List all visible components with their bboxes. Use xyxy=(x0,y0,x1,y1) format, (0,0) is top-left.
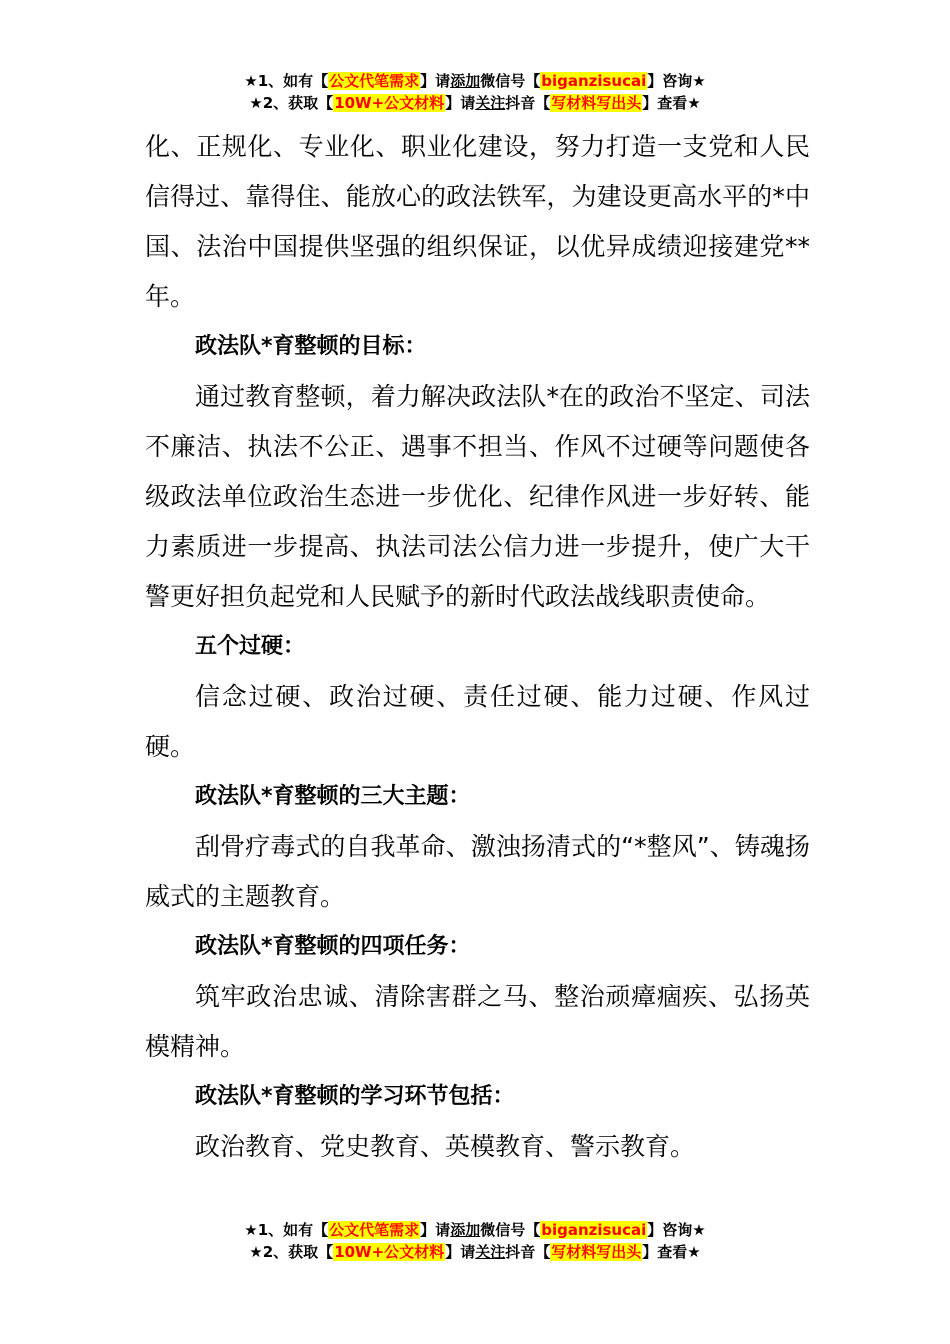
banner-highlight: 公文代笔需求 xyxy=(329,72,420,90)
banner-text: 】请 xyxy=(420,1221,451,1239)
banner-underline: 添加 xyxy=(450,72,481,90)
banner-text: 】查看★ xyxy=(642,1243,701,1261)
paragraph: 筑牢政治忠诚、清除害群之马、整治顽瘴痼疾、弘扬英模精神。 xyxy=(145,982,810,1061)
banner-highlight: biganzisucai xyxy=(541,72,647,90)
banner-text: 抖音【 xyxy=(505,1243,551,1261)
banner-text: 微信号【 xyxy=(480,1221,541,1239)
section-heading: 政法队*育整顿的目标： xyxy=(195,334,427,359)
banner-line-1 xyxy=(0,1219,950,1241)
section-heading: 政法队*育整顿的四项任务： xyxy=(195,934,471,959)
banner-highlight: 写材料写出头 xyxy=(551,1243,642,1261)
section-heading: 五个过硬： xyxy=(195,634,306,659)
header-banner xyxy=(0,70,950,114)
document-body xyxy=(145,122,810,1172)
banner-text: 】咨询★ xyxy=(647,72,706,90)
banner-text: ★2、获取【 xyxy=(249,94,334,112)
paragraph: 化、正规化、专业化、职业化建设，努力打造一支党和人民信得过、靠得住、能放心的政法铁军，为建设更高水平的*中国、法治中国提供坚强的组织保证，以优异成绩迎接建党**年。 xyxy=(145,132,810,311)
section-heading: 政法队*育整顿的三大主题： xyxy=(195,784,471,809)
banner-text: 抖音【 xyxy=(505,94,551,112)
banner-highlight: 10W+公文材料 xyxy=(334,1243,445,1261)
section-heading: 政法队*育整顿的学习环节包括： xyxy=(195,1084,515,1109)
banner-line-2 xyxy=(0,1241,950,1263)
banner-line-2 xyxy=(0,92,950,114)
banner-text: 】咨询★ xyxy=(647,1221,706,1239)
paragraph: 通过教育整顿，着力解决政法队*在的政治不坚定、司法不廉洁、执法不公正、遇事不担当、作风不过硬等问题使各级政法单位政治生态进一步优化、纪律作风进一步好转、能力素质进一步提高、执法司法公信力进一步提升，使广大干警更好担负起党和人民赋予的新时代政法战线职责使命。 xyxy=(145,382,810,611)
banner-text: 微信号【 xyxy=(480,72,541,90)
banner-text: 】请 xyxy=(445,94,476,112)
banner-highlight: 10W+公文材料 xyxy=(334,94,445,112)
banner-highlight: 写材料写出头 xyxy=(551,94,642,112)
banner-text: ★1、如有【 xyxy=(244,1221,329,1239)
banner-line-1 xyxy=(0,70,950,92)
banner-text: 】请 xyxy=(420,72,451,90)
banner-underline: 添加 xyxy=(450,1221,481,1239)
banner-text: 】请 xyxy=(445,1243,476,1261)
banner-text: ★1、如有【 xyxy=(244,72,329,90)
paragraph: 信念过硬、政治过硬、责任过硬、能力过硬、作风过硬。 xyxy=(145,682,810,761)
paragraph: 刮骨疗毒式的自我革命、激浊扬清式的“*整风”、铸魂扬威式的主题教育。 xyxy=(145,832,810,911)
banner-underline: 关注 xyxy=(475,94,506,112)
banner-highlight: biganzisucai xyxy=(541,1221,647,1239)
footer-banner xyxy=(0,1219,950,1263)
banner-highlight: 公文代笔需求 xyxy=(329,1221,420,1239)
banner-text: 】查看★ xyxy=(642,94,701,112)
banner-text: ★2、获取【 xyxy=(249,1243,334,1261)
paragraph: 政治教育、党史教育、英模教育、警示教育。 xyxy=(195,1132,696,1161)
banner-underline: 关注 xyxy=(475,1243,506,1261)
